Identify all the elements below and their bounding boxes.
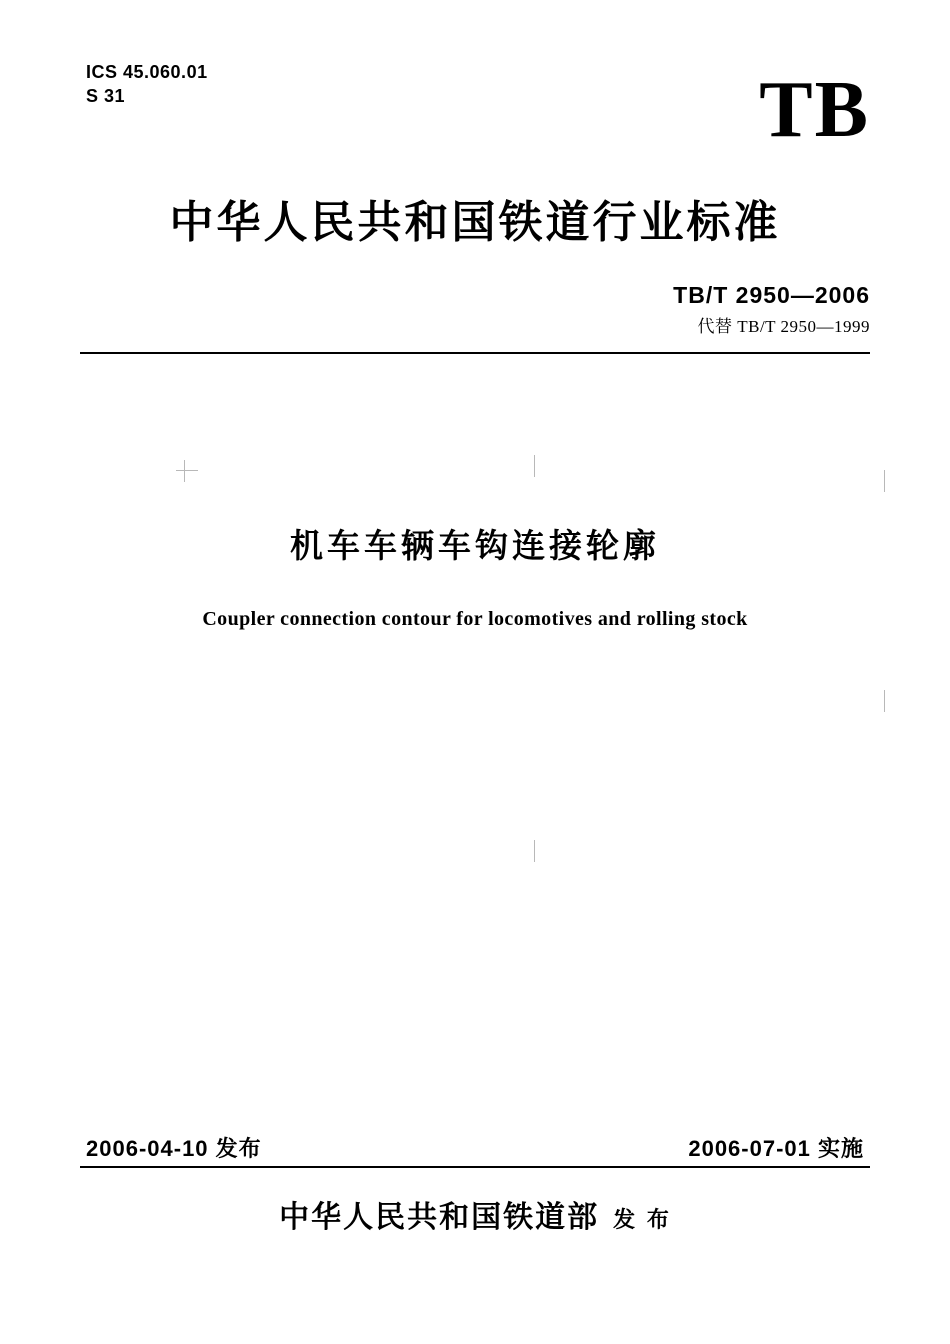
registration-mark [884, 470, 885, 492]
registration-mark [884, 690, 885, 712]
standard-number: TB/T 2950—2006 [673, 282, 870, 308]
classification-code: S 31 [86, 86, 126, 107]
ics-code: ICS 45.060.01 [86, 62, 208, 82]
replaced-standard: 代替 TB/T 2950—1999 [697, 317, 870, 336]
registration-mark [184, 460, 185, 482]
document-title-chinese: 机车车辆车钩连接轮廓 [290, 526, 660, 565]
tb-logo: TB [759, 66, 870, 154]
registration-mark [176, 470, 198, 471]
ics-classification [86, 60, 208, 109]
publisher-verb: 发 布 [613, 1208, 671, 1233]
publisher-block [0, 1192, 950, 1236]
registration-mark [534, 455, 535, 477]
registration-mark [534, 840, 535, 862]
issue-date: 2006-04-10 发布 [86, 1136, 262, 1161]
page-title: 中华人民共和国铁道行业标准 [169, 197, 781, 248]
effective-date: 2006-07-01 实施 [688, 1136, 864, 1161]
publisher-name: 中华人民共和国铁道部 [279, 1200, 600, 1235]
footer-divider [80, 1166, 870, 1168]
header-divider [80, 352, 870, 354]
document-title-english: Coupler connection contour for locomotives and rolling stock [202, 608, 748, 630]
